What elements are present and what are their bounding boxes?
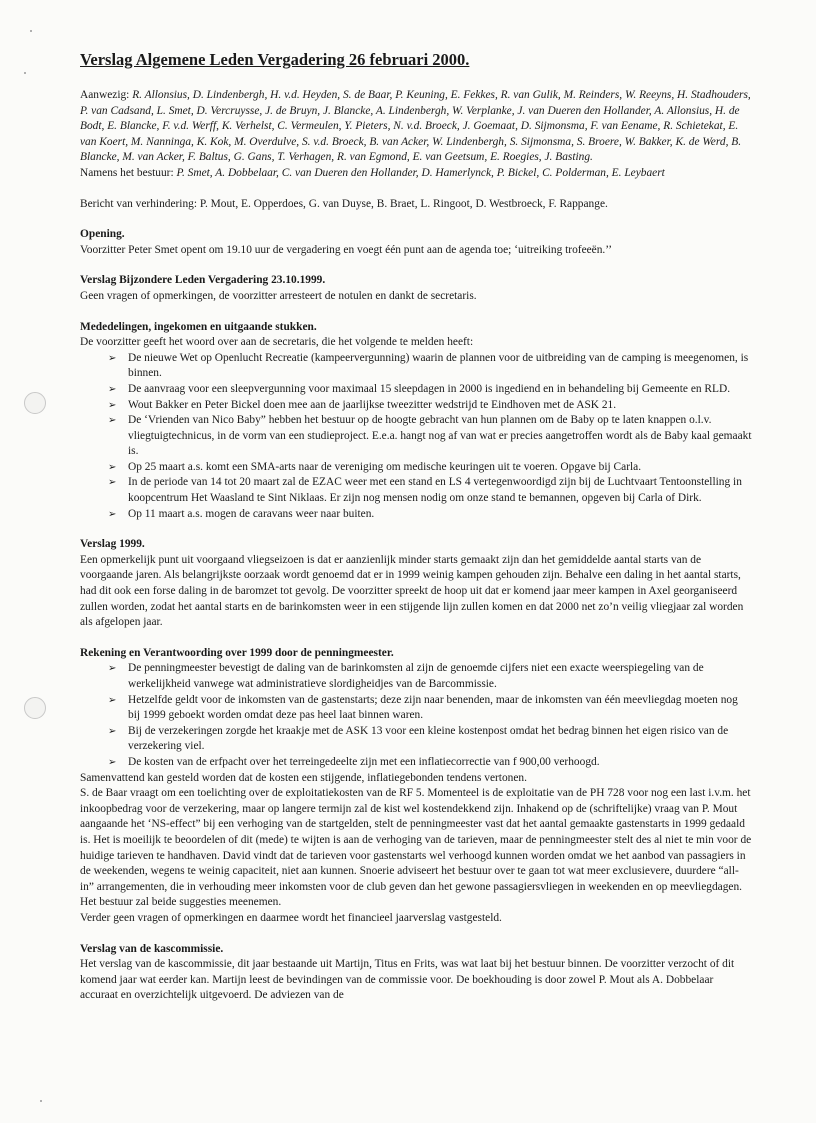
finance-list <box>80 661 752 770</box>
attendance-board <box>80 166 752 182</box>
section-title-finance: Rekening en Verantwoording over 1999 door de penningmeester. <box>80 646 394 659</box>
finance-summary: Samenvattend kan gesteld worden dat de kosten een stijgende, inflatiegebonden tendens vertonen. <box>80 771 527 784</box>
scan-speck <box>24 72 26 74</box>
board-label: Namens het bestuur: <box>80 166 177 179</box>
document-title: Verslag Algemene Leden Vergadering 26 februari 2000. <box>80 50 470 69</box>
list-item: ➢ De nieuwe Wet op Openlucht Recreatie (kampeervergunning) waarin de plannen voor de uitbreiding van de camping is meegenomen, is binnen. <box>108 351 752 382</box>
punch-hole-top <box>24 392 46 414</box>
report-1999-text: Een opmerkelijk punt uit voorgaand vliegseizoen is dat er aanzienlijk minder starts gemaakt zijn dan het gemiddelde aantal starts van de voorgaande jaren. Als belangrijkste oorzaak wordt genoemd dat er in 1999 weinig kampen gehouden zijn. Behalve een daling in het aantal starts, had dit ook een forse daling in de baromzet tot gevolg. De voorzitter spreekt de hoop uit dat er komend jaar meer kampen in Axel georganiseerd zullen worden, zodat het aantal starts en de barinkomsten weer in een stijgende lijn zullen komen en dat 2000 net zo’n veilig vliegjaar zal worden als afgelopen jaar. <box>80 553 744 629</box>
board-names: P. Smet, A. Dobbelaar, C. van Dueren den Hollander, D. Hamerlynck, P. Bickel, C. Polderman, E. Leybaert <box>176 166 665 179</box>
document-page <box>80 50 752 1004</box>
present-names: R. Allonsius, D. Lindenbergh, H. v.d. Heyden, S. de Baar, P. Keuning, E. Fekkes, R. van Gulik, M. Reinders, W. Reeyns, H. Stadhouders, P. van Cadsand, L. Smet, D. Vercruysse, J. de Bruyn, J. Blancke, A. Lindenbergh, W. Verplanke, J. van Dueren den Hollander, A. Allonsius, H. de Bodt, E. Blancke, F. v.d. Werff, K. Verhelst, C. Vermeulen, Y. Pieters, N. v.d. Broeck, J. Goemaat, D. Sijmonsma, F. van Eename, R. Schietekat, E. van Koert, M. Nanninga, K. Kok, M. Overdulve, S. v.d. Broeck, B. van Acker, W. Lindenbergh, S. Sijmonsma, S. Broere, W. Bakker, K. de Werd, B. Blancke, M. van Acker, F. Baltus, G. Gans, T. Verhagen, R. van Egmond, E. van Geetsum, E. Roegies, J. Basting. <box>80 89 751 164</box>
list-item: ➢ Wout Bakker en Peter Bickel doen mee aan de jaarlijkse tweezitter wedstrijd te Eindhoven met de ASK 21. <box>108 398 752 414</box>
attendance-absent: Bericht van verhindering: P. Mout, E. Opperdoes, G. van Duyse, B. Braet, L. Ringoot, D. Westbroeck, F. Rappange. <box>80 197 608 210</box>
list-item: ➢ De ‘Vrienden van Nico Baby” hebben het bestuur op de hoogte gebracht van hun plannen om de Baby op te laten knappen o.l.v. vliegtuigtechnicus, in de vorm van een studieproject. E.e.a. hangt nog af van wat er precies aangetroffen wordt als de Baby kaal gemaakt is. <box>108 413 752 460</box>
list-item: ➢ Hetzelfde geldt voor de inkomsten van de gastenstarts; deze zijn naar benenden, maar de inkomsten van één meevliegdag moeten nog bij 1999 geboekt worden omdat deze pas heel laat binnen waren. <box>108 693 752 724</box>
list-item: ➢ Op 11 maart a.s. mogen de caravans weer naar buiten. <box>108 507 752 523</box>
finance-paragraph: S. de Baar vraagt om een toelichting over de exploitatiekosten van de RF 5. Momenteel is de exploitatie van de PH 728 voor nog een last i.v.m. het inkoopbedrag voor de verzekering, maar op langere termijn zal de kist wel kostendekkend zijn. Inhakend op de (schriftelijke) vraag van P. Mout aangaande het ‘NS-effect” bij een verhoging van de startgelden, stelt de penningmeester vast dat het aantal gemaakte gastenstarts in 1999 gedaald is. Het is moeilijk te beoordelen of dit (mede) te wijten is aan de verhoging van de tarieven, maar de penningmeester stelt des al niet te min voor de huidige tarieven te handhaven. David vindt dat de tarieven voor gastenstarts wel verhoogd kunnen worden omdat we het aanbod van passagiers in de weekenden, wegens te weinig capaciteit, niet aan kunnen. Snoerie adviseert het bestuur over te gaan tot wat meer exclusievere, duurdere “all-in” arrangementen, die in verhouding meer inkomsten voor de club geven dan het gewone passagiersvliegen in weekenden en op meevliegdagen. Het bestuur zal beide suggesties meenemen. <box>80 787 752 909</box>
section-title-announcements: Mededelingen, ingekomen en uitgaande stukken. <box>80 320 317 333</box>
section-title-previous-minutes: Verslag Bijzondere Leden Vergadering 23.10.1999. <box>80 274 326 287</box>
opening-text: Voorzitter Peter Smet opent om 19.10 uur de vergadering en voegt één punt aan de agenda toe; ‘uitreiking trofeeën.’’ <box>80 243 613 256</box>
finance-closing: Verder geen vragen of opmerkingen en daarmee wordt het financieel jaarverslag vastgesteld. <box>80 911 502 924</box>
announcements-intro: De voorzitter geeft het woord over aan de secretaris, die het volgende te melden heeft: <box>80 336 474 349</box>
list-item: ➢ Bij de verzekeringen zorgde het kraakje met de ASK 13 voor een kleine kostenpost omdat het bedrag binnen het eigen risico van de verzekering viel. <box>108 724 752 755</box>
section-title-opening: Opening. <box>80 228 125 241</box>
scan-speck <box>40 1100 42 1102</box>
present-label: Aanwezig: <box>80 89 133 101</box>
punch-hole-bottom <box>24 697 46 719</box>
scan-speck <box>30 30 32 32</box>
list-item: ➢ De aanvraag voor een sleepvergunning voor maximaal 15 sleepdagen in 2000 is ingediend en in behandeling bij Gemeente en RLD. <box>108 382 752 398</box>
list-item: ➢ Op 25 maart a.s. komt een SMA-arts naar de vereniging om medische keuringen uit te voeren. Opgave bij Carla. <box>108 460 752 476</box>
attendance-present <box>80 88 752 166</box>
list-item: ➢ De kosten van de erfpacht over het terreingedeelte zijn met een inflatiecorrectie van f 900,00 verhoogd. <box>108 755 752 771</box>
audit-text: Het verslag van de kascommissie, dit jaar bestaande uit Martijn, Titus en Frits, was wat laat bij het bestuur binnen. De voorzitter verzocht of dit komend jaar wat eerder kan. Martijn leest de bevindingen van de commissie voor. De boekhouding is door zowel P. Mout als A. Dobbelaar accuraat en overzichtelijk uitgevoerd. De adviezen van de <box>80 958 735 1002</box>
announcements-list <box>80 351 752 523</box>
previous-minutes-text: Geen vragen of opmerkingen, de voorzitter arresteert de notulen en dankt de secretaris. <box>80 289 477 302</box>
list-item: ➢ In de periode van 14 tot 20 maart zal de EZAC weer met een stand en LS 4 vertegenwoordigd zijn bij de Luchtvaart Tentoonstelling in koopcentrum Het Waasland te Sint Niklaas. Er zijn nog mensen nodig om onze stand te bemannen, opgeven bij Carla of Dirk. <box>108 475 752 506</box>
section-title-report-1999: Verslag 1999. <box>80 538 145 551</box>
section-title-audit: Verslag van de kascommissie. <box>80 942 224 955</box>
list-item: ➢ De penningmeester bevestigt de daling van de barinkomsten al zijn de genoemde cijfers niet een exacte weerspiegeling van de werkelijkheid vanwege wat administratieve slordigheidjes van de Barcommissie. <box>108 661 752 692</box>
